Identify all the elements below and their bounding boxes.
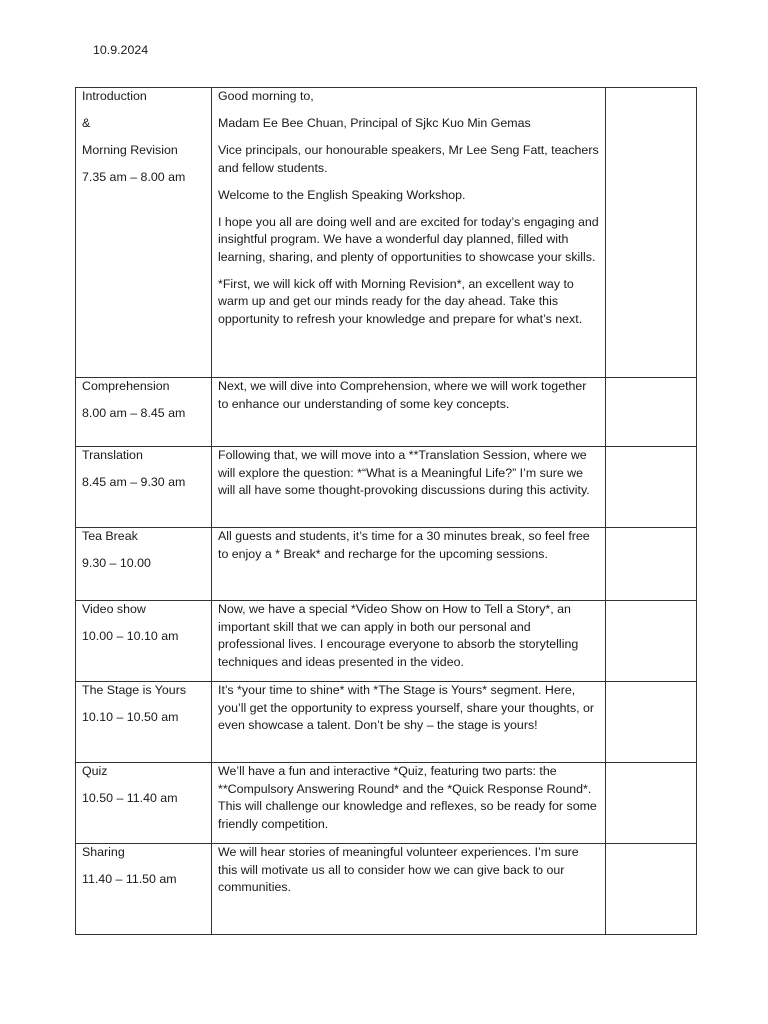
table-row: [76, 528, 697, 601]
schedule-table: [75, 87, 697, 935]
script-paragraph: It’s *your time to shine* with *The Stage is Yours* segment. Here, you’ll get the opportunity to express yourself, share your thoughts, or even showcase a talent. Don’t be shy – the stage is yours!: [218, 683, 595, 732]
session-time: 8.45 am – 9.30 am: [82, 475, 186, 489]
note-cell: [606, 528, 697, 601]
table-row: [76, 844, 697, 935]
script-cell: [212, 378, 606, 447]
script-cell: [212, 601, 606, 682]
note-cell: [606, 763, 697, 844]
session-line: Tea Break: [82, 529, 138, 543]
session-time: 11.40 – 11.50 am: [82, 872, 177, 886]
note-cell: [606, 378, 697, 447]
table-row: [76, 763, 697, 844]
script-paragraph: *First, we will kick off with Morning Revision*, an excellent way to warm up and get our minds ready for the day ahead. Take this opportunity to refresh your knowledge and prepare for what’s next.: [218, 276, 583, 326]
script-cell: [212, 682, 606, 763]
script-cell: [212, 447, 606, 528]
session-line: Translation: [82, 448, 143, 462]
script-cell: [212, 763, 606, 844]
table-row: [76, 447, 697, 528]
script-paragraph: Madam Ee Bee Chuan, Principal of Sjkc Kuo Min Gemas: [218, 116, 531, 130]
script-cell: [212, 528, 606, 601]
note-cell: [606, 447, 697, 528]
script-paragraph: Next, we will dive into Comprehension, where we will work together to enhance our understanding of some key concepts.: [218, 379, 587, 411]
note-cell: [606, 844, 697, 935]
session-cell: [76, 844, 212, 935]
table-row: [76, 378, 697, 447]
note-cell: [606, 88, 697, 378]
script-paragraph: Good morning to,: [218, 89, 314, 103]
note-cell: [606, 682, 697, 763]
session-cell: [76, 447, 212, 528]
document-date: 10.9.2024: [93, 43, 149, 57]
session-line: &: [82, 116, 91, 130]
script-paragraph: I hope you all are doing well and are excited for today’s engaging and insightful program. We have a wonderful day planned, filled with learning, sharing, and plenty of opportunities to showcase your skills.: [218, 214, 599, 264]
script-paragraph: Now, we have a special *Video Show on How to Tell a Story*, an important skill that we can apply in both our personal and professional lives. I encourage everyone to absorb the storytelling techniques and ideas presented in the video.: [218, 602, 579, 669]
session-time: 8.00 am – 8.45 am: [82, 406, 186, 420]
session-time: 7.35 am – 8.00 am: [82, 170, 186, 184]
session-cell: [76, 763, 212, 844]
script-paragraph: Welcome to the English Speaking Workshop.: [218, 187, 466, 202]
script-paragraph: Vice principals, our honourable speakers, Mr Lee Seng Fatt, teachers and fellow students.: [218, 143, 599, 175]
session-time: 10.10 – 10.50 am: [82, 710, 179, 724]
table-row: [76, 88, 697, 378]
script-paragraph: Following that, we will move into a **Translation Session, where we will explore the question: *“What is a Meaningful Life?” I’m sure we will all have some thought-provoking discussions during this activity.: [218, 448, 590, 497]
session-line: The Stage is Yours: [82, 683, 187, 697]
session-line: Video show: [82, 602, 146, 616]
session-line: Quiz: [82, 764, 108, 778]
session-line: Sharing: [82, 845, 125, 859]
script-cell: [212, 844, 606, 935]
session-cell: [76, 88, 212, 378]
script-paragraph: We will hear stories of meaningful volunteer experiences. I’m sure this will motivate us all to consider how we can give back to our communities.: [218, 845, 579, 894]
session-cell: [76, 601, 212, 682]
script-cell: [212, 88, 606, 378]
session-time: 10.00 – 10.10 am: [82, 629, 179, 643]
session-time: 10.50 – 11.40 am: [82, 791, 178, 805]
note-cell: [606, 601, 697, 682]
session-line: Comprehension: [82, 379, 170, 393]
table-row: [76, 601, 697, 682]
session-cell: [76, 528, 212, 601]
session-cell: [76, 378, 212, 447]
session-cell: [76, 682, 212, 763]
table-row: [76, 682, 697, 763]
session-line: Introduction: [82, 89, 147, 103]
session-time: 9.30 – 10.00: [82, 556, 151, 570]
script-paragraph: All guests and students, it’s time for a 30 minutes break, so feel free to enjoy a * Break* and recharge for the upcoming sessions.: [218, 529, 590, 561]
session-line: Morning Revision: [82, 143, 178, 157]
script-paragraph: We’ll have a fun and interactive *Quiz, featuring two parts: the **Compulsory Answering Round* and the *Quick Response Round*. This will challenge our knowledge and reflexes, so be ready for some friendly competition.: [218, 764, 597, 831]
